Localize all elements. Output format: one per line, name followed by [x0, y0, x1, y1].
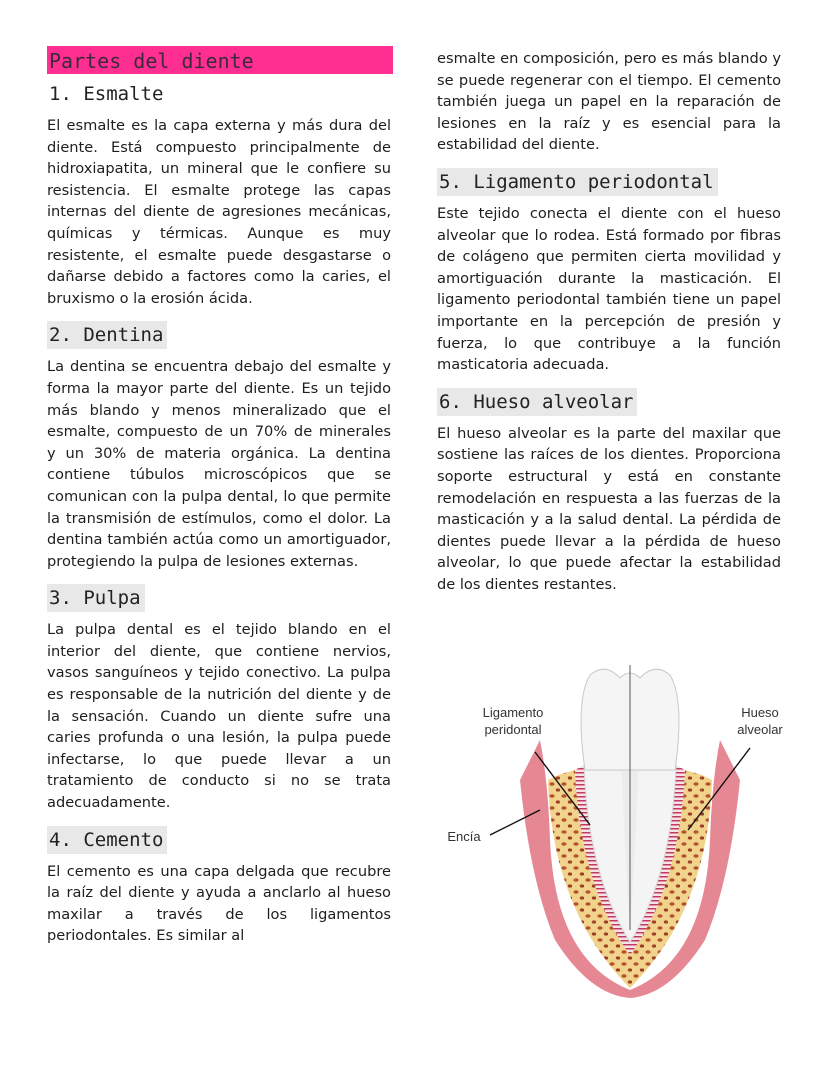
section-dentina [47, 321, 391, 572]
label-hueso-line1: Hueso [741, 705, 779, 720]
section-text: La dentina se encuentra debajo del esmalte y forma la mayor parte del diente. Es un tejido más blando y menos mineralizado que el esmalte, compuesto de un 70% de minerales y un 30% de materia orgánica. La dentina contiene túbulos microscópicos que se comunican con la pulpa dental, lo que permite la transmisión de estímulos, como el dolor. La dentina también actúa como un amortiguador, protegiendo la pulpa de lesiones externas. [47, 358, 391, 570]
tooth-diagram [440, 660, 795, 1005]
section-text: El cemento es una capa delgada que recubre la raíz del diente y ayuda a anclarlo al hueso maxilar a través de los ligamentos periodontales. Es similar al [47, 862, 391, 945]
section-heading: 2. Dentina [47, 321, 167, 349]
label-encia: Encía [447, 829, 481, 844]
section-text: Este tejido conecta el diente con el hueso alveolar que lo rodea. Está formado por fibras de colágeno que permiten cierta movilidad y amortiguación durante la masticación. El ligamento periodontal también tiene un papel importante en la percepción de presión y fuerza, lo que contribuye a la función masticatoria adecuada. [437, 204, 781, 374]
right-column [437, 48, 781, 607]
section-text-continuation: esmalte en composición, pero es más blando y se puede regenerar con el tiempo. El cemento también juega un papel en la reparación de lesiones en la raíz y es esencial para la estabilidad del diente. [437, 50, 781, 154]
section-heading: 3. Pulpa [47, 584, 145, 612]
section-text: La pulpa dental es el tejido blando en el interior del diente, que contiene nervios, vasos sanguíneos y tejido conectivo. La pulpa es responsable de la nutrición del diente y de la sensación. Cuando un diente sufre una caries profunda o una lesión, la pulpa puede infectarse, lo que puede llevar a un tratamiento de conducto si no se trata adecuadamente. [47, 621, 391, 812]
label-hueso-line2: alveolar [737, 722, 783, 737]
section-heading: 5. Ligamento periodontal [437, 168, 718, 196]
section-heading: 4. Cemento [47, 826, 167, 854]
section-heading: 6. Hueso alveolar [437, 388, 637, 416]
section-text: El esmalte es la capa externa y más dura del diente. Está compuesto principalmente de hidroxiapatita, un mineral que le confiere su resistencia. El esmalte protege las capas internas del diente de agresiones mecánicas, químicas y térmicas. Aunque es muy resistente, el esmalte puede desgastarse o dañarse debido a factores como la caries, el bruxismo o la erosión ácida. [47, 117, 391, 307]
section-pulpa [47, 584, 391, 813]
left-column [47, 46, 391, 959]
section-hueso [437, 388, 781, 596]
page-title: Partes del diente [47, 46, 393, 74]
label-hueso [730, 704, 790, 738]
section-esmalte [47, 80, 391, 309]
section-text: El hueso alveolar es la parte del maxilar que sostiene las raíces de los dientes. Proporciona soporte estructural y está en constante remodelación en respuesta a las fuerzas de la masticación y a la salud dental. La pérdida de dientes puede llevar a la pérdida de hueso alveolar, lo que puede afectar la estabilidad de los dientes restantes. [437, 424, 781, 593]
label-ligamento [470, 704, 556, 738]
section-ligamento [437, 168, 781, 376]
section-cemento [47, 826, 391, 947]
section-heading: 1. Esmalte [49, 83, 164, 105]
label-ligamento-line2: peridontal [484, 722, 542, 737]
label-ligamento-line1: Ligamento [482, 705, 544, 720]
